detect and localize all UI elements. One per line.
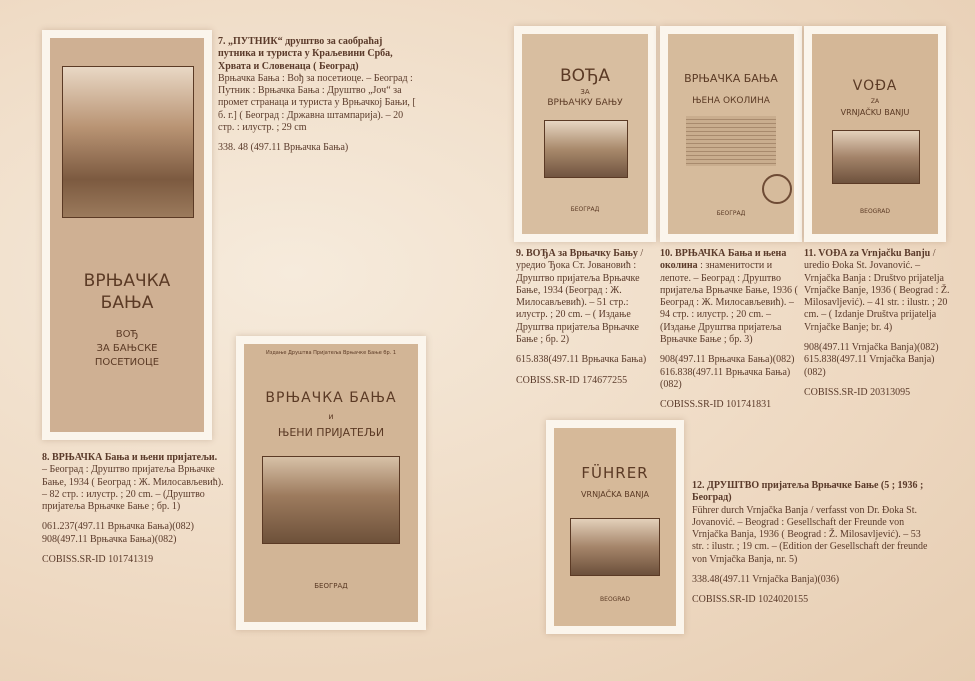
cover-place-12: BEOGRAD xyxy=(600,596,630,603)
cover-image-11 xyxy=(812,34,938,234)
entry-8-class-2: 908(497.11 Врњачка Бања)(082) xyxy=(42,533,177,545)
cover-frame-7 xyxy=(42,30,212,440)
cover-title-11: VOĐA xyxy=(852,78,898,94)
cover-subtitle-10: ЊЕНА ОКОЛИНА xyxy=(692,96,770,106)
entry-8 xyxy=(42,452,230,574)
entry-9-cobiss: COBISS.SR-ID 174677255 xyxy=(516,374,628,386)
entry-11-body: / uredio Đoka St. Jovanović. – Vrnjačka Banja : Društvo prijatelja Vrnjačke Banje, 1936 ( Beograd : Ž. Milosavljević). – 41 str. : ilustr. ; 20 cm. – ( Izdanje Društva prijatelja Vrnjačke Banje; br. 4) xyxy=(804,248,950,333)
entry-11-class-1: 908(497.11 Vrnjačka Banja)(082) xyxy=(804,342,939,354)
cover-illustration-7 xyxy=(62,66,194,218)
cover-title-10: ВРЊАЧКА БАЊА xyxy=(684,72,778,85)
cover-series-8: Издање Друштва Пријатеља Врњачке Бање бр. 1 xyxy=(265,350,397,356)
entry-10 xyxy=(660,248,800,420)
cover-photo-8 xyxy=(262,456,400,544)
cover-za-9: ЗА xyxy=(580,88,590,96)
entry-7-class: 338. 48 (497.11 Врњачка Бања) xyxy=(218,142,349,154)
cover-za-11: ZA xyxy=(870,98,880,105)
cover-place-9: БЕОГРАД xyxy=(570,206,600,213)
cover-image-8 xyxy=(244,344,418,622)
cover-subtitle-9: ВРЊАЧКУ БАЊУ xyxy=(547,98,623,108)
cover-subtitle-12: VRNJAČKA BANJA xyxy=(581,490,649,499)
entry-8-class-1: 061.237(497.11 Врњачка Бања)(082) xyxy=(42,521,194,533)
cover-title-8: ВРЊАЧКА БАЊА xyxy=(265,390,397,406)
entry-10-body: : знаменитости и лепоте. – Београд : Друштво пријатеља Врњачке Бање, 1936 ( Београд : Ж. Милосављевић). – 94 стр. : илустр. ; 20 cm. – (Издање Друштва пријатеља Врњачке Бање ; бр. 3) xyxy=(660,260,798,346)
cover-title-7: ВРЊАЧКА БАЊА xyxy=(83,271,171,313)
cover-subtitle-8: ЊЕНИ ПРИЈАТЕЉИ xyxy=(277,426,385,439)
cover-photo-12 xyxy=(570,518,660,576)
entry-11-class-2: 615.838(497.11 Vrnjačka Banja)(082) xyxy=(804,354,935,378)
cover-frame-10 xyxy=(660,26,802,242)
entry-9-head: 9. ВОЂА за Врњачку Бању xyxy=(516,248,638,259)
cover-place-11: BEOGRAD xyxy=(860,208,890,215)
cover-and-8: и xyxy=(328,412,334,421)
entry-11 xyxy=(804,248,950,407)
cover-title-9: ВОЂА xyxy=(559,66,611,86)
cover-photo-9 xyxy=(544,120,628,178)
stamp-icon xyxy=(762,174,792,204)
entry-8-head: 8. ВРЊАЧКА Бања и њени пријатељи. xyxy=(42,452,218,463)
cover-subtitle-11: VRNJAČKU BANJU xyxy=(840,108,910,117)
entry-7-body: Врњачка Бања : Вођ за посетиоце. – Београд : Путник : Врњачка Бања : Друштво „Јоч“ за промет странаца и туриста у Врњачкој Бањи, [ б. г.] ( Београд : Државна штампарија). – 20 стр. : илустр. ; 29 cm xyxy=(218,72,416,134)
entry-9-body: / уредио Ђока Ст. Јовановић : Друштво пријатеља Врњачке Бање, 1934 (Београд : Ж. Милосављевић). – 51 стр.: илустр. ; 20 cm. – ( Издање Друштва пријатеља Врњачке Бање ; бр. 2) xyxy=(516,248,644,346)
entry-7-head: 7. „ПУТНИК“ друштво за саобраћај путника и туриста у Краљевини Срба, Хрвата и Словенаца ( Београд) xyxy=(218,36,393,72)
entry-12-body: Führer durch Vrnjačka Banja / verfasst von Dr. Đoka St. Jovanović. – Beograd : Gesellschaft der Freunde von Vrnjačka Banja, 1936 ( Beograd : Ž. Milosavljević). – 53 str. : ilustr. ; 19 cm. – (Edition der Gesellschaft der freunde von Vrnjačka Banja, nr. 5) xyxy=(692,504,928,565)
cover-photo-11 xyxy=(832,130,920,184)
cover-frame-8 xyxy=(236,336,426,630)
entry-10-head: 10. ВРЊАЧКА Бања и њена околина xyxy=(660,248,787,272)
entry-10-class-1: 908(497.11 Врњачка Бања)(082) xyxy=(660,354,795,366)
entry-9-class-1: 615.838(497.11 Врњачка Бања) xyxy=(516,354,647,366)
entry-11-cobiss: COBISS.SR-ID 20313095 xyxy=(804,386,911,398)
cover-image-7 xyxy=(50,38,204,432)
entry-7 xyxy=(218,36,416,163)
cover-frame-11 xyxy=(804,26,946,242)
entry-12 xyxy=(692,480,932,615)
cover-frame-9 xyxy=(514,26,656,242)
cover-text-block-10 xyxy=(686,116,776,166)
entry-8-body: – Београд : Друштво пријатеља Врњачке Бање, 1934 ( Београд : Ж. Милосављевић). – 82 стр. : илустр. ; 20 cm. – (Друштво пријатеља Врњачке Бање ; бр. 1) xyxy=(42,464,224,513)
entry-10-class-2: 616.838(497.11 Врњачка Бања)(082) xyxy=(660,366,791,390)
entry-12-head: 12. ДРУШТВО пријатеља Врњачке Бање (5 ; 1936 ; Београд) xyxy=(692,480,924,504)
entry-12-cobiss: COBISS.SR-ID 1024020155 xyxy=(692,594,809,606)
cover-place-8: БЕОГРАД xyxy=(314,582,348,590)
cover-image-10 xyxy=(668,34,794,234)
entry-9 xyxy=(516,248,656,395)
entry-8-cobiss: COBISS.SR-ID 101741319 xyxy=(42,554,154,566)
cover-frame-12 xyxy=(546,420,684,634)
entry-10-cobiss: COBISS.SR-ID 101741831 xyxy=(660,399,772,411)
cover-title-12: FÜHRER xyxy=(581,464,649,482)
cover-image-9 xyxy=(522,34,648,234)
cover-image-12 xyxy=(554,428,676,626)
cover-subtitle-7: ВОЂ ЗА БАЊСКЕ ПОСЕТИОЦЕ xyxy=(94,329,160,368)
entry-11-head: 11. VOĐA za Vrnjačku Banju xyxy=(804,248,931,259)
entry-12-class-1: 338.48(497.11 Vrnjačka Banja)(036) xyxy=(692,574,840,586)
cover-place-10: БЕОГРАД xyxy=(716,210,746,217)
